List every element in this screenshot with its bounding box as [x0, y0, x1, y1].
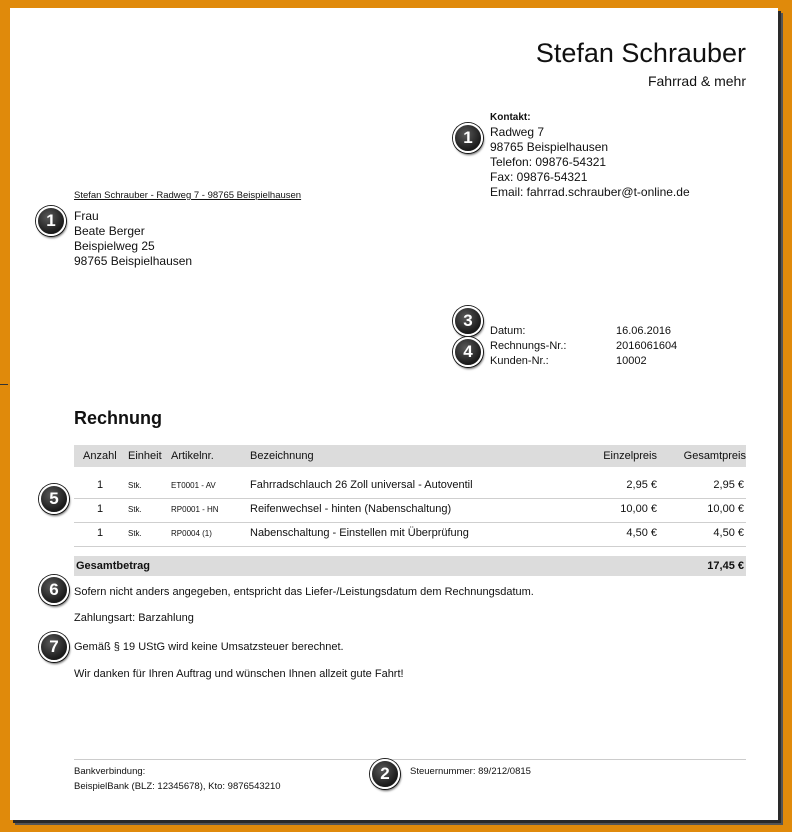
meta-value: 10002 [616, 355, 647, 367]
cell-article-number: ET0001 - AV [171, 481, 216, 490]
note-thanks: Wir danken für Ihren Auftrag und wünschen Ihnen allzeit gute Fahrt! [74, 668, 404, 680]
meta-key: Datum: [490, 325, 526, 337]
note-payment-method: Zahlungsart: Barzahlung [74, 612, 194, 624]
number-badge: 3 [453, 306, 483, 336]
document-title: Rechnung [74, 408, 162, 428]
bank-value: BeispielBank (BLZ: 12345678), Kto: 9876543210 [74, 781, 281, 792]
table-header [74, 445, 746, 467]
meta-value: 16.06.2016 [616, 325, 672, 337]
table-row [74, 498, 746, 523]
recipient-line: Beate Berger [74, 224, 145, 238]
note-delivery-date: Sofern nicht anders angegeben, entspricht das Liefer-/Leistungsdatum dem Rechnungsdatum. [74, 586, 534, 598]
tax-number: Steuernummer: 89/212/0815 [410, 766, 531, 777]
recipient-line: 98765 Beispielhausen [74, 254, 193, 268]
note-tax-exemption: Gemäß § 19 UStG wird keine Umsatzsteuer berechnet. [74, 641, 344, 653]
meta-key: Rechnungs-Nr.: [490, 340, 567, 352]
cell-description: Nabenschaltung - Einstellen mit Überprüfung [250, 527, 469, 539]
fold-mark [0, 384, 8, 385]
contact-line: Email: fahrrad.schrauber@t-online.de [490, 185, 690, 199]
meta-value: 2016061604 [616, 340, 678, 352]
meta-row-invoice-number [490, 339, 677, 354]
contact-line: 98765 Beispielhausen [490, 140, 609, 154]
col-header-unit: Einheit [128, 450, 162, 462]
meta-key: Kunden-Nr.: [490, 355, 549, 367]
col-header-description: Bezeichnung [250, 450, 314, 462]
number-badge: 1 [453, 123, 483, 153]
total-row [74, 556, 746, 576]
number-badge: 2 [370, 759, 400, 789]
recipient-address [74, 209, 192, 269]
footer-divider [74, 759, 746, 760]
cell-unit: Stk. [128, 529, 142, 538]
number-badge: 7 [39, 632, 69, 662]
table-row [74, 474, 746, 499]
cell-unit: Stk. [128, 481, 142, 490]
cell-description: Reifenwechsel - hinten (Nabenschaltung) [250, 503, 452, 515]
recipient-line: Frau [74, 209, 99, 223]
contact-line: Fax: 09876-54321 [490, 170, 588, 184]
cell-article-number: RP0001 - HN [171, 505, 219, 514]
bank-label: Bankverbindung: [74, 766, 146, 777]
col-header-article-number: Artikelnr. [171, 450, 214, 462]
contact-block [490, 110, 690, 200]
cell-total-price: 4,50 € [713, 527, 744, 539]
col-header-unit-price: Einzelpreis [603, 450, 657, 462]
cell-total-price: 2,95 € [713, 479, 744, 491]
company-name: Stefan Schrauber [535, 38, 746, 68]
cell-quantity: 1 [97, 527, 104, 539]
cell-total-price: 10,00 € [707, 503, 744, 515]
cell-unit-price: 10,00 € [620, 503, 657, 515]
meta-row-date [490, 324, 677, 339]
company-tagline: Fahrrad & mehr [647, 73, 746, 89]
meta-row-customer-number [490, 354, 677, 369]
col-header-total-price: Gesamtpreis [683, 450, 746, 462]
col-header-quantity: Anzahl [83, 450, 117, 462]
recipient-line: Beispielweg 25 [74, 239, 155, 253]
contact-line: Radweg 7 [490, 125, 545, 139]
bank-details [74, 764, 281, 794]
table-row [74, 522, 746, 547]
cell-unit-price: 4,50 € [626, 527, 657, 539]
sender-return-address: Stefan Schrauber - Radweg 7 - 98765 Beispielhausen [74, 190, 302, 201]
total-label: Gesamtbetrag [76, 560, 150, 572]
invoice-meta [490, 324, 677, 369]
number-badge: 1 [36, 206, 66, 236]
number-badge: 6 [39, 575, 69, 605]
cell-quantity: 1 [97, 503, 104, 515]
cell-unit-price: 2,95 € [626, 479, 657, 491]
number-badge: 4 [453, 337, 483, 367]
cell-description: Fahrradschlauch 26 Zoll universal - Autoventil [250, 479, 473, 491]
number-badge: 5 [39, 484, 69, 514]
cell-article-number: RP0004 (1) [171, 529, 212, 538]
contact-label: Kontakt: [490, 112, 531, 123]
invoice-page [10, 8, 778, 820]
contact-line: Telefon: 09876-54321 [490, 155, 607, 169]
cell-unit: Stk. [128, 505, 142, 514]
total-value: 17,45 € [707, 560, 744, 572]
cell-quantity: 1 [97, 479, 104, 491]
